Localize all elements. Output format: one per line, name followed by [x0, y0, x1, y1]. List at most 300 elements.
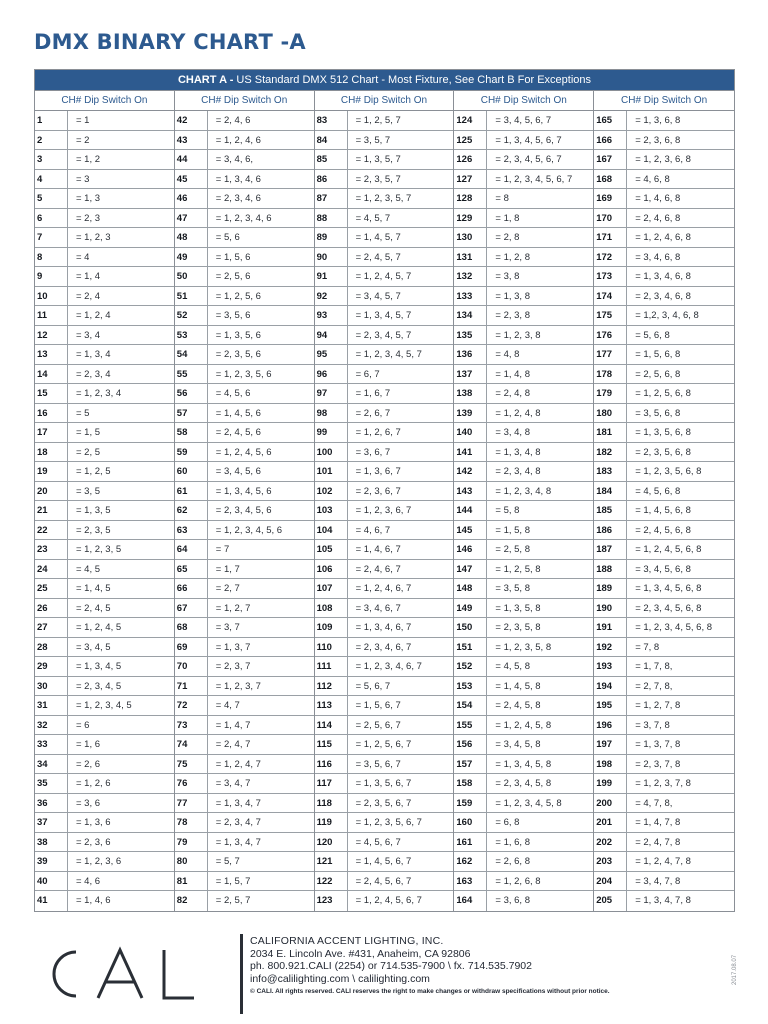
channel-number: 5: [35, 189, 68, 208]
table-row: [454, 521, 593, 541]
dip-switch-value: = 1, 4, 5, 6: [215, 407, 261, 419]
dip-switch-value: = 2, 3, 5: [76, 524, 111, 536]
dip-switch-value: = 1, 2, 3, 4, 6, 7: [355, 661, 422, 672]
table-row: [594, 131, 734, 151]
table-row: [454, 170, 593, 190]
channel-number: 58: [175, 423, 208, 442]
channel-number: 159: [454, 794, 487, 813]
table-row: [454, 872, 593, 892]
channel-number: 12: [35, 326, 68, 345]
table-row: [594, 774, 734, 794]
channel-number: 78: [175, 813, 208, 832]
column-header: CH# Dip Switch On: [315, 91, 454, 111]
dip-switch-value: = 1, 3, 8: [495, 290, 530, 302]
dip-switch-value: = 1, 3, 5, 8: [495, 602, 541, 614]
dip-switch-value: = 1, 2, 3, 6, 7: [355, 505, 412, 516]
channel-number: 185: [594, 501, 627, 520]
table-row: [454, 813, 593, 833]
table-row: [175, 404, 314, 424]
table-row: [315, 404, 454, 424]
table-row: [175, 677, 314, 697]
dip-switch-value: = 2, 4, 5, 6, 8: [635, 524, 691, 536]
channel-number: 19: [35, 462, 68, 481]
dip-switch-value: = 2, 3, 5, 6, 8: [635, 446, 691, 458]
channel-number: 178: [594, 365, 627, 384]
table-row: [315, 813, 454, 833]
channel-number: 113: [315, 696, 348, 715]
dip-switch-value: = 1, 3, 5, 6: [215, 329, 261, 341]
chart-column: [454, 91, 594, 911]
channel-number: 117: [315, 774, 348, 793]
dip-switch-value: = 4, 5, 6: [215, 388, 251, 399]
dip-switch-value: = 1, 2, 6: [76, 778, 111, 789]
channel-number: 181: [594, 423, 627, 442]
dip-switch-value: = 4, 5, 7: [355, 212, 391, 224]
dip-switch-value: = 7: [215, 544, 230, 555]
dip-switch-value: = 2, 4, 7, 8: [635, 836, 681, 848]
dip-switch-value: = 1, 2, 3, 4, 8: [495, 485, 552, 497]
chart-banner-text: US Standard DMX 512 Chart - Most Fixture, See Chart B For Exceptions: [233, 74, 592, 86]
channel-number: 95: [315, 345, 348, 364]
dip-switch-value: = 3, 4, 5: [76, 641, 111, 653]
table-row: [315, 540, 454, 560]
channel-number: 106: [315, 560, 348, 579]
dip-switch-value: = 2, 3, 5, 6: [215, 349, 261, 360]
channel-number: 30: [35, 677, 68, 696]
table-row: [315, 755, 454, 775]
channel-number: 115: [315, 735, 348, 754]
dip-switch-value: = 6: [76, 719, 90, 731]
channel-number: 194: [594, 677, 627, 696]
dip-switch-value: = 2, 4: [76, 290, 101, 302]
channel-number: 135: [454, 326, 487, 345]
channel-number: 108: [315, 599, 348, 618]
channel-number: 96: [315, 365, 348, 384]
channel-number: 130: [454, 228, 487, 247]
channel-number: 171: [594, 228, 627, 247]
dip-switch-value: = 1, 7: [215, 563, 240, 575]
dip-switch-value: = 1, 4, 5, 6, 8: [635, 505, 691, 516]
channel-number: 42: [175, 111, 208, 130]
channel-number: 50: [175, 267, 208, 286]
dip-switch-value: = 1, 2, 4, 5, 6, 8: [635, 544, 702, 555]
dip-switch-value: = 1, 4, 5: [76, 583, 111, 594]
channel-number: 56: [175, 384, 208, 403]
channel-number: 200: [594, 794, 627, 813]
table-row: [594, 833, 734, 853]
table-row: [35, 228, 174, 248]
dip-switch-value: = 2, 5, 7: [215, 895, 251, 906]
dip-switch-value: = 2, 3, 7: [215, 661, 251, 672]
table-row: [454, 579, 593, 599]
channel-number: 141: [454, 443, 487, 462]
channel-number: 148: [454, 579, 487, 598]
dip-switch-value: = 1, 2, 4, 8: [495, 407, 541, 419]
channel-number: 124: [454, 111, 487, 130]
channel-number: 54: [175, 345, 208, 364]
table-row: [315, 696, 454, 716]
dip-switch-value: = 2, 3, 4, 6, 7: [355, 641, 412, 653]
channel-number: 125: [454, 131, 487, 150]
table-row: [35, 521, 174, 541]
table-row: [35, 755, 174, 775]
table-row: [594, 423, 734, 443]
table-row: [35, 150, 174, 170]
channel-number: 195: [594, 696, 627, 715]
channel-number: 59: [175, 443, 208, 462]
channel-number: 2: [35, 131, 68, 150]
table-row: [594, 306, 734, 326]
channel-number: 166: [594, 131, 627, 150]
dip-switch-value: = 3, 4, 7: [215, 778, 251, 789]
channel-number: 129: [454, 209, 487, 228]
table-row: [35, 852, 174, 872]
table-row: [175, 482, 314, 502]
dip-switch-value: = 2, 7, 8,: [635, 680, 673, 692]
table-row: [35, 462, 174, 482]
table-row: [454, 657, 593, 677]
table-row: [315, 287, 454, 307]
channel-number: 138: [454, 384, 487, 403]
channel-number: 155: [454, 716, 487, 735]
table-row: [594, 813, 734, 833]
channel-number: 10: [35, 287, 68, 306]
dip-switch-value: = 1, 4, 7, 8: [635, 817, 681, 828]
dip-switch-value: = 1, 2, 3, 5, 8: [495, 641, 552, 653]
channel-number: 52: [175, 306, 208, 325]
table-row: [175, 852, 314, 872]
dip-switch-value: = 1, 6, 7: [355, 388, 391, 399]
table-row: [35, 813, 174, 833]
table-row: [594, 716, 734, 736]
company-info: [250, 935, 610, 999]
dip-switch-value: = 2, 3, 7, 8: [635, 758, 681, 770]
channel-number: 94: [315, 326, 348, 345]
dip-switch-value: = 1, 2, 5, 6: [215, 290, 261, 302]
channel-number: 72: [175, 696, 208, 715]
dip-switch-value: = 1, 3, 5, 7: [355, 154, 401, 165]
channel-number: 87: [315, 189, 348, 208]
channel-number: 204: [594, 872, 627, 891]
channel-number: 24: [35, 560, 68, 579]
dip-switch-value: = 2, 3, 4, 5, 6: [215, 505, 272, 516]
table-row: [35, 384, 174, 404]
dip-switch-value: = 2, 3, 4, 6, 8: [635, 290, 691, 302]
dip-switch-value: = 1, 2, 3, 4, 5, 6, 7: [495, 173, 573, 185]
dip-switch-value: = 2, 3, 4: [76, 368, 111, 380]
channel-number: 64: [175, 540, 208, 559]
channel-number: 196: [594, 716, 627, 735]
table-row: [594, 852, 734, 872]
table-row: [315, 872, 454, 892]
chart-banner-label: CHART A -: [177, 74, 234, 86]
table-row: [594, 462, 734, 482]
channel-number: 107: [315, 579, 348, 598]
table-row: [35, 248, 174, 268]
dip-switch-value: = 2, 3, 4, 5, 6, 8: [635, 602, 702, 614]
dip-switch-value: = 3, 7, 8: [635, 719, 670, 731]
channel-number: 23: [35, 540, 68, 559]
dip-switch-value: = 4, 5, 6, 7: [355, 836, 401, 848]
dip-switch-value: = 1, 2, 5, 8: [495, 563, 541, 575]
dip-switch-value: = 4, 6: [76, 875, 101, 887]
column-header: CH# Dip Switch On: [175, 91, 314, 111]
channel-number: 34: [35, 755, 68, 774]
channel-number: 118: [315, 794, 348, 813]
dip-switch-value: = 2, 7: [215, 583, 240, 594]
dip-switch-value: = 1, 3, 4, 5, 6, 8: [635, 583, 702, 594]
dip-switch-value: = 1, 2, 3, 4, 5, 8: [495, 797, 562, 809]
channel-number: 33: [35, 735, 68, 754]
channel-number: 77: [175, 794, 208, 813]
channel-number: 174: [594, 287, 627, 306]
channel-number: 44: [175, 150, 208, 169]
dip-switch-value: = 3, 4, 5, 8: [495, 739, 541, 750]
channel-number: 139: [454, 404, 487, 423]
table-row: [594, 384, 734, 404]
table-row: [594, 189, 734, 209]
dip-switch-value: = 1, 2, 4, 6, 8: [635, 232, 691, 243]
channel-number: 147: [454, 560, 487, 579]
channel-number: 142: [454, 462, 487, 481]
channel-number: 122: [315, 872, 348, 891]
table-row: [35, 579, 174, 599]
table-row: [594, 599, 734, 619]
table-row: [175, 794, 314, 814]
table-row: [35, 501, 174, 521]
channel-number: 112: [315, 677, 348, 696]
table-row: [454, 696, 593, 716]
table-row: [594, 560, 734, 580]
table-row: [315, 774, 454, 794]
channel-number: 191: [594, 618, 627, 637]
channel-number: 81: [175, 872, 208, 891]
dip-switch-value: = 4, 6, 7: [355, 524, 391, 536]
dip-switch-value: = 1, 2, 4, 5, 6, 7: [355, 895, 422, 906]
channel-number: 7: [35, 228, 68, 247]
dip-switch-value: = 1, 3, 4, 5, 8: [495, 758, 552, 770]
table-row: [454, 891, 593, 911]
table-row: [315, 306, 454, 326]
channel-number: 45: [175, 170, 208, 189]
table-row: [315, 501, 454, 521]
dip-switch-value: = 1, 2, 3, 7: [215, 680, 261, 692]
dip-switch-value: = 1, 8: [495, 212, 520, 224]
table-row: [315, 638, 454, 658]
channel-number: 20: [35, 482, 68, 501]
dip-switch-value: = 1, 3, 7, 8: [635, 739, 681, 750]
table-row: [35, 209, 174, 229]
channel-number: 51: [175, 287, 208, 306]
dip-switch-value: = 3, 6, 7: [355, 446, 391, 458]
channel-number: 11: [35, 306, 68, 325]
dip-switch-value: = 1, 6: [76, 739, 101, 750]
dip-switch-value: = 2, 4, 6, 7: [355, 563, 401, 575]
dip-switch-value: = 1, 2, 4, 6: [215, 134, 261, 146]
table-row: [35, 599, 174, 619]
company-contact-link[interactable]: info@calilighting.com \ calilighting.com: [250, 972, 430, 985]
table-row: [35, 111, 174, 131]
channel-number: 36: [35, 794, 68, 813]
channel-number: 98: [315, 404, 348, 423]
table-row: [175, 696, 314, 716]
table-row: [454, 599, 593, 619]
table-row: [315, 384, 454, 404]
channel-number: 201: [594, 813, 627, 832]
dip-switch-value: = 1, 2, 4, 6, 7: [355, 583, 412, 594]
dip-switch-value: = 1, 3: [76, 193, 101, 204]
dip-switch-value: = 1, 3, 6: [76, 817, 111, 828]
table-row: [175, 813, 314, 833]
dip-switch-value: = 1: [76, 115, 90, 126]
channel-number: 198: [594, 755, 627, 774]
dip-switch-value: = 2, 4, 5, 7: [355, 251, 401, 263]
dip-switch-value: = 2, 5: [76, 446, 101, 458]
table-row: [315, 326, 454, 346]
channel-number: 67: [175, 599, 208, 618]
channel-number: 103: [315, 501, 348, 520]
table-row: [315, 150, 454, 170]
cali-logo-mark: [36, 938, 236, 1010]
dip-switch-value: = 4, 7: [215, 700, 240, 711]
dip-switch-value: = 3, 4, 6, 8: [635, 251, 681, 263]
channel-number: 175: [594, 306, 627, 325]
channel-number: 193: [594, 657, 627, 676]
table-row: [175, 872, 314, 892]
channel-number: 111: [315, 657, 348, 676]
table-row: [175, 774, 314, 794]
chart-column: [594, 91, 734, 911]
table-row: [175, 384, 314, 404]
dip-switch-value: = 4, 7, 8,: [635, 797, 673, 809]
chart-column: [35, 91, 175, 911]
channel-number: 132: [454, 267, 487, 286]
dip-switch-value: = 3, 4, 6,: [215, 154, 254, 165]
channel-number: 123: [315, 891, 348, 911]
dip-switch-value: = 1, 3, 4: [76, 349, 111, 360]
channel-number: 182: [594, 443, 627, 462]
dip-switch-value: = 7, 8: [635, 641, 660, 653]
table-row: [315, 521, 454, 541]
table-row: [175, 365, 314, 385]
table-row: [454, 443, 593, 463]
channel-number: 186: [594, 521, 627, 540]
table-row: [594, 540, 734, 560]
dip-switch-value: = 2, 3, 8: [495, 310, 530, 321]
dip-switch-value: = 3, 4, 5, 6, 8: [635, 563, 691, 575]
table-row: [594, 891, 734, 911]
dip-switch-value: = 1,2, 3, 4, 6, 8: [635, 310, 699, 321]
dip-switch-value: = 8: [495, 193, 509, 204]
channel-number: 4: [35, 170, 68, 189]
table-row: [315, 267, 454, 287]
table-row: [35, 833, 174, 853]
dip-switch-value: = 1, 2: [76, 154, 101, 165]
table-row: [315, 618, 454, 638]
channel-number: 134: [454, 306, 487, 325]
dip-switch-value: = 1, 5, 7: [215, 875, 251, 887]
channel-number: 143: [454, 482, 487, 501]
channel-number: 25: [35, 579, 68, 598]
table-row: [315, 560, 454, 580]
channel-number: 83: [315, 111, 348, 130]
table-row: [315, 735, 454, 755]
table-row: [35, 618, 174, 638]
table-row: [454, 131, 593, 151]
channel-number: 177: [594, 345, 627, 364]
dip-switch-value: = 1, 2, 4: [76, 310, 111, 321]
channel-number: 153: [454, 677, 487, 696]
table-row: [594, 267, 734, 287]
table-row: [175, 540, 314, 560]
table-row: [454, 482, 593, 502]
table-row: [35, 443, 174, 463]
table-row: [35, 677, 174, 697]
channel-number: 180: [594, 404, 627, 423]
table-row: [315, 423, 454, 443]
channel-number: 37: [35, 813, 68, 832]
channel-number: 35: [35, 774, 68, 793]
channel-number: 65: [175, 560, 208, 579]
channel-number: 17: [35, 423, 68, 442]
dip-switch-value: = 2, 3, 6, 8: [635, 134, 681, 146]
table-row: [594, 287, 734, 307]
channel-number: 63: [175, 521, 208, 540]
dip-switch-value: = 5: [76, 407, 90, 419]
dip-switch-value: = 1, 2, 3, 6: [76, 856, 122, 867]
channel-number: 163: [454, 872, 487, 891]
table-row: [315, 443, 454, 463]
table-row: [454, 618, 593, 638]
table-row: [35, 794, 174, 814]
table-row: [175, 462, 314, 482]
channel-number: 13: [35, 345, 68, 364]
channel-number: 162: [454, 852, 487, 871]
channel-number: 150: [454, 618, 487, 637]
table-row: [594, 755, 734, 775]
table-row: [315, 794, 454, 814]
channel-number: 146: [454, 540, 487, 559]
table-row: [454, 423, 593, 443]
channel-number: 156: [454, 735, 487, 754]
channel-number: 188: [594, 560, 627, 579]
table-row: [594, 579, 734, 599]
dip-switch-value: = 2, 4, 6, 8: [635, 212, 681, 224]
dip-switch-value: = 1, 2, 3: [76, 232, 111, 243]
table-row: [35, 638, 174, 658]
dip-switch-value: = 1, 2, 3, 4, 5, 7: [355, 349, 422, 360]
channel-number: 187: [594, 540, 627, 559]
dip-switch-value: = 1, 5: [76, 427, 101, 438]
channel-number: 14: [35, 365, 68, 384]
table-row: [35, 267, 174, 287]
channel-number: 160: [454, 813, 487, 832]
table-row: [175, 306, 314, 326]
dip-switch-value: = 2, 3, 6: [76, 836, 111, 848]
cali-logo: [36, 938, 236, 1010]
channel-number: 38: [35, 833, 68, 852]
dip-switch-value: = 1, 3, 6, 7: [355, 466, 401, 477]
dip-switch-value: = 1, 2, 8: [495, 251, 530, 263]
table-row: [175, 131, 314, 151]
channel-number: 71: [175, 677, 208, 696]
table-row: [175, 638, 314, 658]
table-row: [454, 189, 593, 209]
dip-switch-value: = 3, 5: [76, 485, 101, 497]
dip-switch-value: = 1, 4, 5, 6, 7: [355, 856, 412, 867]
dip-switch-value: = 3, 5, 7: [355, 134, 391, 146]
dip-switch-value: = 1, 3, 4, 5, 6, 7: [495, 134, 562, 146]
